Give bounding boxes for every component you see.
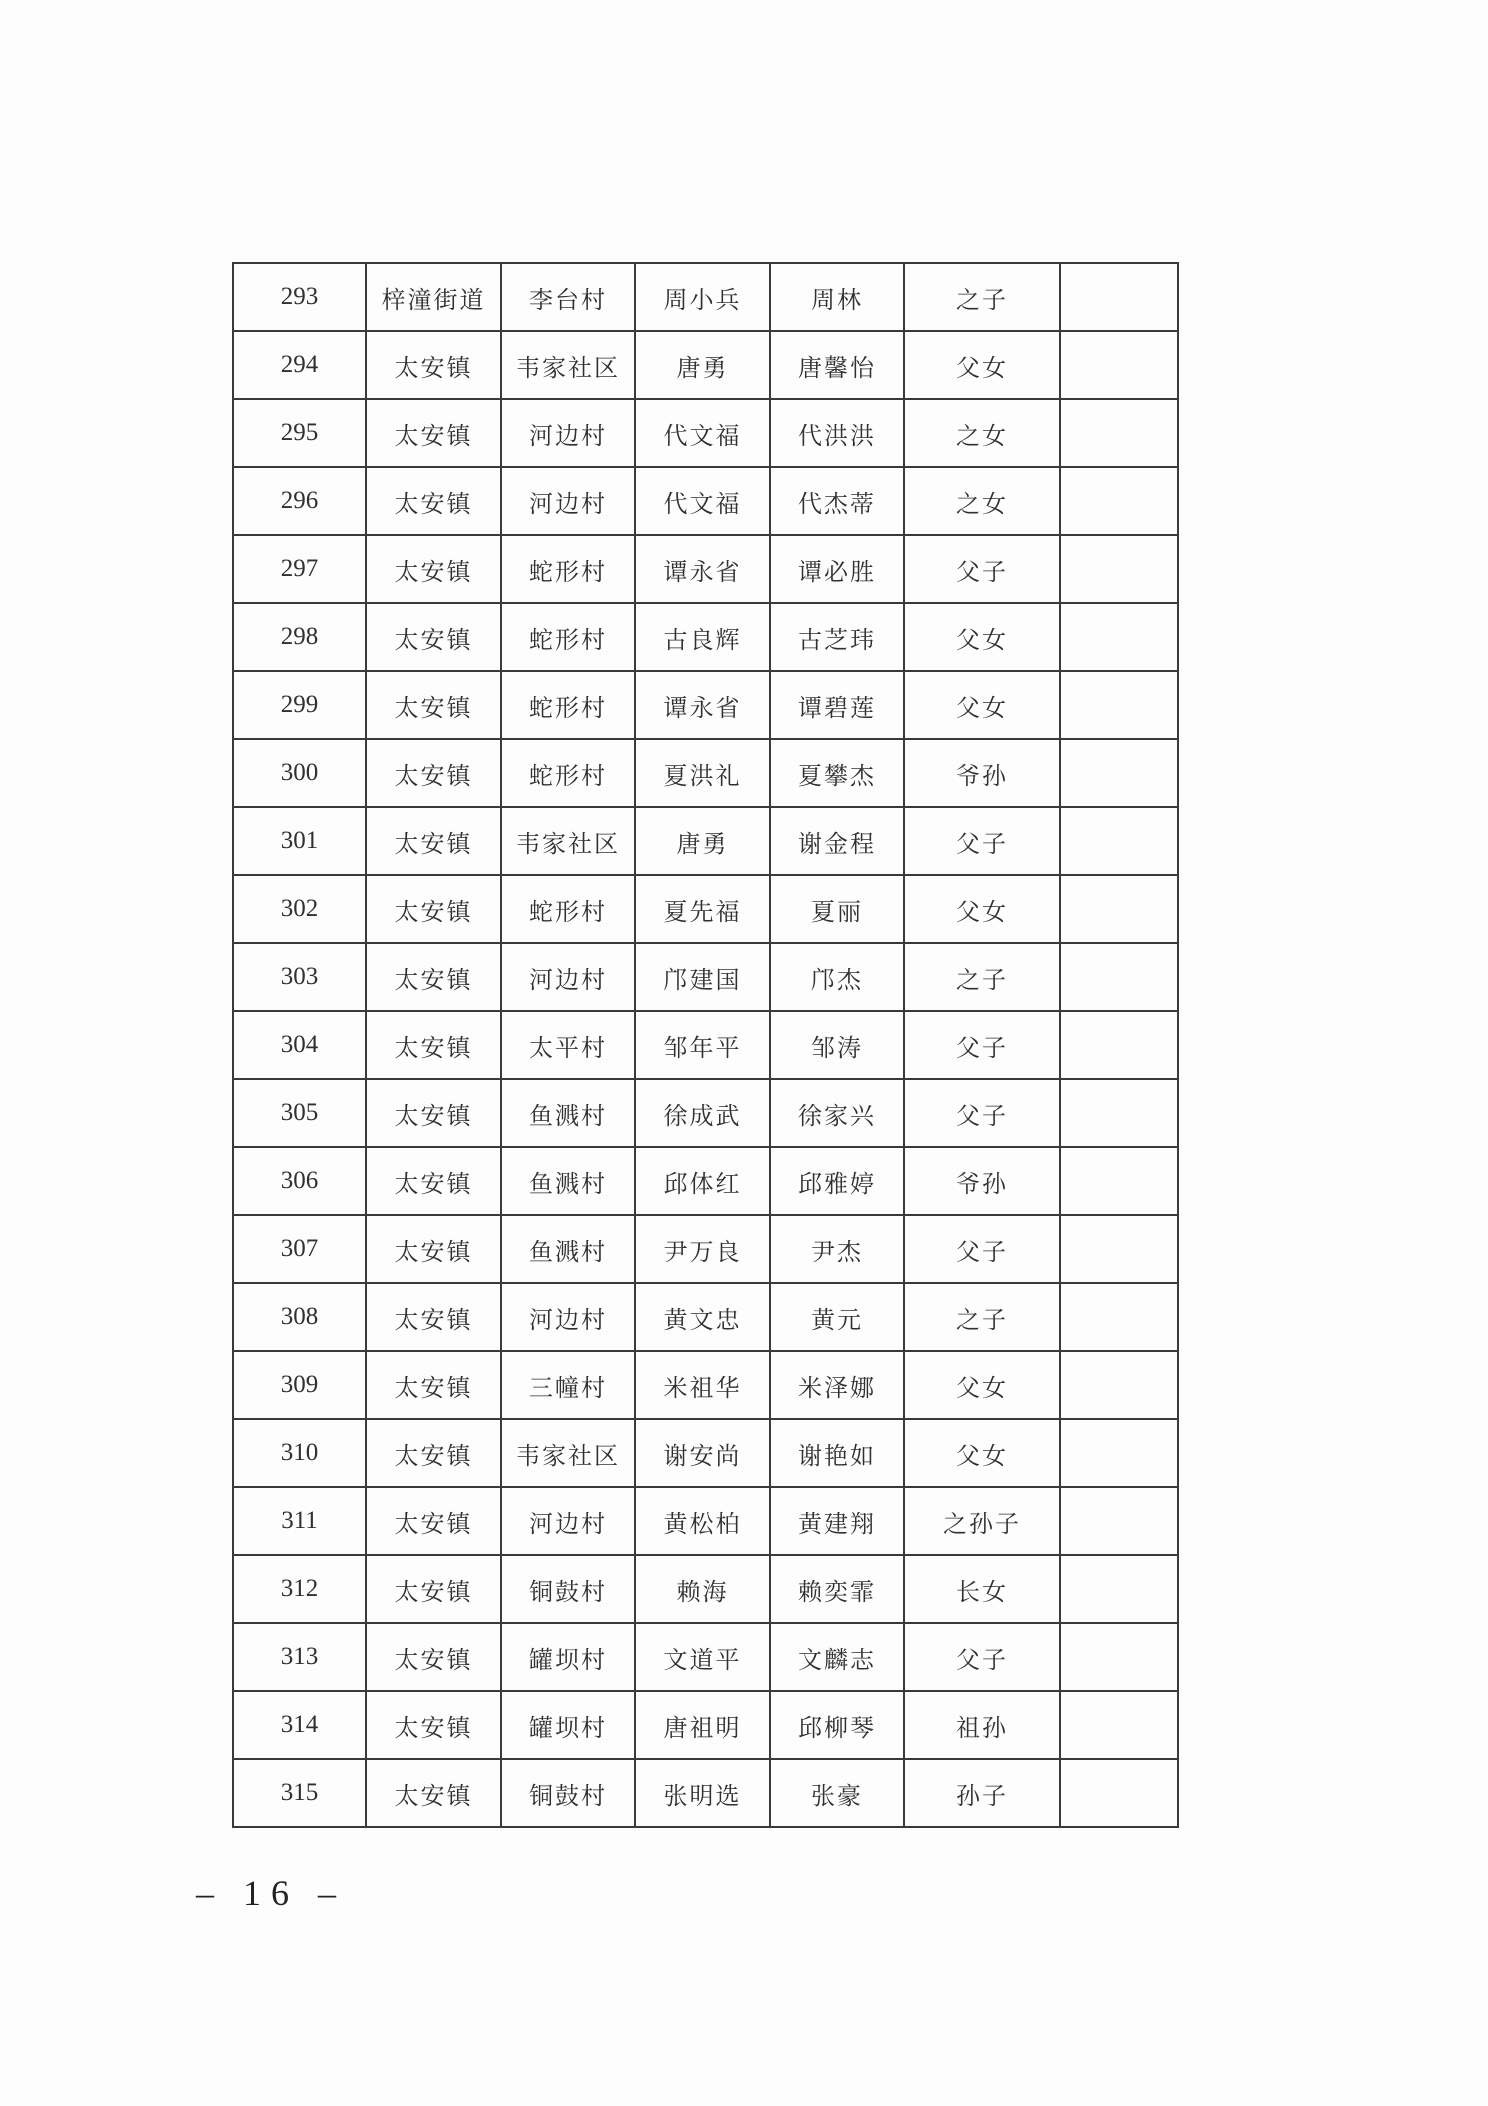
table-row [233,943,1178,1011]
table-row [233,1283,1178,1351]
town-cell: 太安镇 [366,1691,501,1759]
remark-cell [1060,399,1178,467]
table-row [233,1079,1178,1147]
person-cell: 代文福 [635,399,770,467]
relation-cell: 父子 [904,1215,1060,1283]
town-cell: 太安镇 [366,1351,501,1419]
table-row [233,739,1178,807]
relation-cell: 父子 [904,1079,1060,1147]
row-number: 304 [233,1011,366,1079]
town-cell: 太安镇 [366,943,501,1011]
town-cell: 太安镇 [366,1487,501,1555]
relation-cell: 父子 [904,1623,1060,1691]
person-cell: 代文福 [635,467,770,535]
row-number: 300 [233,739,366,807]
relative-cell: 古芝玮 [770,603,904,671]
row-number: 299 [233,671,366,739]
row-number: 308 [233,1283,366,1351]
table-row [233,1555,1178,1623]
person-cell: 张明选 [635,1759,770,1827]
relative-cell: 张豪 [770,1759,904,1827]
row-number: 293 [233,263,366,331]
relation-cell: 之孙子 [904,1487,1060,1555]
table-row [233,671,1178,739]
village-cell: 韦家社区 [501,807,635,875]
town-cell: 太安镇 [366,1215,501,1283]
relative-cell: 谢艳如 [770,1419,904,1487]
table-row [233,399,1178,467]
relative-cell: 谭必胜 [770,535,904,603]
relative-cell: 尹杰 [770,1215,904,1283]
relative-cell: 周林 [770,263,904,331]
town-cell: 太安镇 [366,1419,501,1487]
village-cell: 铜鼓村 [501,1759,635,1827]
relation-cell: 父女 [904,1351,1060,1419]
village-cell: 太平村 [501,1011,635,1079]
relation-cell: 之女 [904,399,1060,467]
town-cell: 太安镇 [366,1011,501,1079]
town-cell: 太安镇 [366,1283,501,1351]
person-cell: 文道平 [635,1623,770,1691]
table-row [233,807,1178,875]
relation-cell: 长女 [904,1555,1060,1623]
person-cell: 米祖华 [635,1351,770,1419]
village-cell: 蛇形村 [501,603,635,671]
town-cell: 太安镇 [366,331,501,399]
row-number: 312 [233,1555,366,1623]
relative-cell: 黄元 [770,1283,904,1351]
town-cell: 太安镇 [366,1079,501,1147]
remark-cell [1060,1487,1178,1555]
relation-cell: 父子 [904,535,1060,603]
table-row [233,1623,1178,1691]
village-cell: 三幢村 [501,1351,635,1419]
village-cell: 鱼溅村 [501,1215,635,1283]
remark-cell [1060,467,1178,535]
remark-cell [1060,671,1178,739]
village-cell: 蛇形村 [501,671,635,739]
village-cell: 蛇形村 [501,535,635,603]
table-row [233,875,1178,943]
row-number: 309 [233,1351,366,1419]
row-number: 302 [233,875,366,943]
remark-cell [1060,1283,1178,1351]
remark-cell [1060,1011,1178,1079]
table-row [233,603,1178,671]
row-number: 306 [233,1147,366,1215]
town-cell: 太安镇 [366,739,501,807]
town-cell: 太安镇 [366,671,501,739]
village-cell: 李台村 [501,263,635,331]
table-row [233,1487,1178,1555]
remark-cell [1060,263,1178,331]
town-cell: 太安镇 [366,1555,501,1623]
person-cell: 古良辉 [635,603,770,671]
person-cell: 黄文忠 [635,1283,770,1351]
remark-cell [1060,1623,1178,1691]
row-number: 294 [233,331,366,399]
town-cell: 太安镇 [366,467,501,535]
remark-cell [1060,1759,1178,1827]
town-cell: 太安镇 [366,1623,501,1691]
row-number: 298 [233,603,366,671]
relation-cell: 爷孙 [904,1147,1060,1215]
remark-cell [1060,1691,1178,1759]
remark-cell [1060,535,1178,603]
row-number: 301 [233,807,366,875]
town-cell: 太安镇 [366,399,501,467]
person-cell: 尹万良 [635,1215,770,1283]
row-number: 296 [233,467,366,535]
row-number: 305 [233,1079,366,1147]
village-cell: 河边村 [501,467,635,535]
remark-cell [1060,739,1178,807]
person-cell: 周小兵 [635,263,770,331]
row-number: 314 [233,1691,366,1759]
relation-cell: 父子 [904,807,1060,875]
remark-cell [1060,1419,1178,1487]
relative-cell: 黄建翔 [770,1487,904,1555]
roster-table-body [233,263,1178,1827]
relation-cell: 父女 [904,671,1060,739]
relative-cell: 代洪洪 [770,399,904,467]
person-cell: 夏洪礼 [635,739,770,807]
relation-cell: 父女 [904,331,1060,399]
village-cell: 河边村 [501,1487,635,1555]
village-cell: 韦家社区 [501,331,635,399]
village-cell: 河边村 [501,399,635,467]
village-cell: 罐坝村 [501,1623,635,1691]
remark-cell [1060,1147,1178,1215]
row-number: 297 [233,535,366,603]
town-cell: 太安镇 [366,1147,501,1215]
row-number: 307 [233,1215,366,1283]
table-row [233,1147,1178,1215]
village-cell: 鱼溅村 [501,1147,635,1215]
table-row [233,1011,1178,1079]
relation-cell: 父子 [904,1011,1060,1079]
row-number: 315 [233,1759,366,1827]
relation-cell: 父女 [904,603,1060,671]
person-cell: 夏先福 [635,875,770,943]
relative-cell: 文麟志 [770,1623,904,1691]
person-cell: 黄松柏 [635,1487,770,1555]
person-cell: 谢安尚 [635,1419,770,1487]
row-number: 303 [233,943,366,1011]
relation-cell: 爷孙 [904,739,1060,807]
remark-cell [1060,331,1178,399]
relation-cell: 之女 [904,467,1060,535]
person-cell: 谭永省 [635,671,770,739]
row-number: 311 [233,1487,366,1555]
row-number: 313 [233,1623,366,1691]
table-row [233,1215,1178,1283]
person-cell: 唐勇 [635,331,770,399]
village-cell: 铜鼓村 [501,1555,635,1623]
village-cell: 鱼溅村 [501,1079,635,1147]
relation-cell: 父女 [904,1419,1060,1487]
village-cell: 蛇形村 [501,739,635,807]
town-cell: 太安镇 [366,1759,501,1827]
relation-cell: 父女 [904,875,1060,943]
table-row [233,1691,1178,1759]
town-cell: 太安镇 [366,875,501,943]
relative-cell: 米泽娜 [770,1351,904,1419]
relative-cell: 邝杰 [770,943,904,1011]
person-cell: 唐勇 [635,807,770,875]
table-row [233,1351,1178,1419]
person-cell: 徐成武 [635,1079,770,1147]
relation-cell: 祖孙 [904,1691,1060,1759]
row-number: 295 [233,399,366,467]
table-row [233,263,1178,331]
table-row [233,1759,1178,1827]
remark-cell [1060,943,1178,1011]
person-cell: 唐祖明 [635,1691,770,1759]
relative-cell: 谭碧莲 [770,671,904,739]
town-cell: 梓潼街道 [366,263,501,331]
relative-cell: 代杰蒂 [770,467,904,535]
relative-cell: 夏丽 [770,875,904,943]
relation-cell: 孙子 [904,1759,1060,1827]
remark-cell [1060,1555,1178,1623]
relation-cell: 之子 [904,943,1060,1011]
village-cell: 罐坝村 [501,1691,635,1759]
relative-cell: 邹涛 [770,1011,904,1079]
village-cell: 河边村 [501,1283,635,1351]
person-cell: 赖海 [635,1555,770,1623]
person-cell: 邹年平 [635,1011,770,1079]
page-number: – 16 – [196,1873,346,1913]
remark-cell [1060,603,1178,671]
relative-cell: 邱柳琴 [770,1691,904,1759]
table-row [233,1419,1178,1487]
person-cell: 谭永省 [635,535,770,603]
village-cell: 蛇形村 [501,875,635,943]
remark-cell [1060,875,1178,943]
relative-cell: 邱雅婷 [770,1147,904,1215]
row-number: 310 [233,1419,366,1487]
relation-cell: 之子 [904,1283,1060,1351]
relative-cell: 夏攀杰 [770,739,904,807]
relative-cell: 赖奕霏 [770,1555,904,1623]
relative-cell: 唐馨怡 [770,331,904,399]
roster-table [232,262,1179,1828]
table-row [233,331,1178,399]
table-row [233,535,1178,603]
town-cell: 太安镇 [366,603,501,671]
village-cell: 河边村 [501,943,635,1011]
village-cell: 韦家社区 [501,1419,635,1487]
relative-cell: 徐家兴 [770,1079,904,1147]
town-cell: 太安镇 [366,535,501,603]
remark-cell [1060,1351,1178,1419]
remark-cell [1060,807,1178,875]
relative-cell: 谢金程 [770,807,904,875]
remark-cell [1060,1079,1178,1147]
remark-cell [1060,1215,1178,1283]
relation-cell: 之子 [904,263,1060,331]
town-cell: 太安镇 [366,807,501,875]
person-cell: 邝建国 [635,943,770,1011]
table-row [233,467,1178,535]
person-cell: 邱体红 [635,1147,770,1215]
